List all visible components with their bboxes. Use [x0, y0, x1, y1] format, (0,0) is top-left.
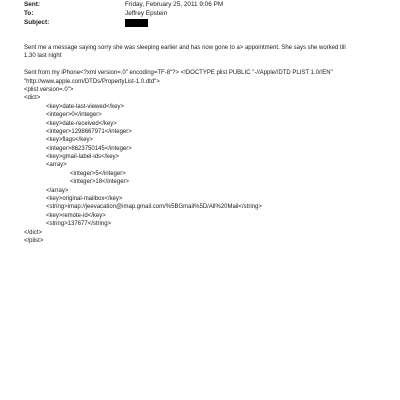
plist-line: <key>original-mailbox</key>: [46, 196, 123, 203]
plist-line: "http://www.apple.com/DTDs/PropertyList-1.0.dtd">: [24, 78, 160, 85]
subject-label: Subject:: [24, 19, 50, 26]
plist-line: <plist version=.0">: [24, 86, 74, 93]
subject-row: [24, 18, 384, 27]
paragraph-gap: [24, 61, 384, 69]
plist-line: <key>date-received</key>: [46, 120, 117, 127]
plist-line: <integer>5</integer>: [70, 170, 126, 177]
plist-line: <integer>1298667971</integer>: [46, 128, 132, 135]
plist-line: <string>imap://jeevacation@imap.gmail.com/%5BGmail%5D/All%20Mail</string>: [46, 204, 262, 211]
plist-line: <array>: [46, 162, 67, 169]
plist-line: </dict>: [24, 229, 43, 236]
plist-line: <dict>: [24, 95, 41, 102]
plist-line: <key>remote-id</key>: [46, 212, 106, 219]
plist-line: </array>: [46, 187, 69, 194]
email-header: [24, 0, 384, 27]
sent-label: Sent:: [24, 1, 40, 8]
plist-line: <string>137677</string>: [46, 221, 112, 228]
plist-line: <key>flags</key>: [46, 137, 94, 144]
to-value: Jeffrey Epstein: [125, 10, 168, 17]
plist-line: <integer>0</integer>: [46, 112, 102, 119]
email-body: [24, 44, 384, 245]
message-line: Sent me a message saying sorry she was sleeping earlier and has now gone to a> appointment. She says she worked till: [24, 45, 346, 51]
subject-redaction-box: [125, 19, 148, 27]
message-line: 1.30 last night: [24, 53, 62, 60]
to-label: To:: [24, 10, 34, 17]
sent-value: Friday, February 25, 2011 9:06 PM: [125, 1, 224, 8]
plist-line: <integer>18</integer>: [70, 179, 130, 186]
plist-line: <key>gmail-label-ids</key>: [46, 154, 120, 161]
sent-row: [24, 0, 384, 9]
plist-line: <integer>8623750145</integer>: [46, 145, 132, 152]
plist-line: Sent from my iPhone<?xml version=.0" encoding=TF-8"?> <!DOCTYPE plist PUBLIC "-//Apple//DTD PLIST 1.0//EN": [24, 70, 333, 77]
plist-line: </plist>: [24, 237, 44, 244]
to-row: [24, 9, 384, 18]
plist-line: <key>date-last-viewed</key>: [46, 103, 125, 110]
